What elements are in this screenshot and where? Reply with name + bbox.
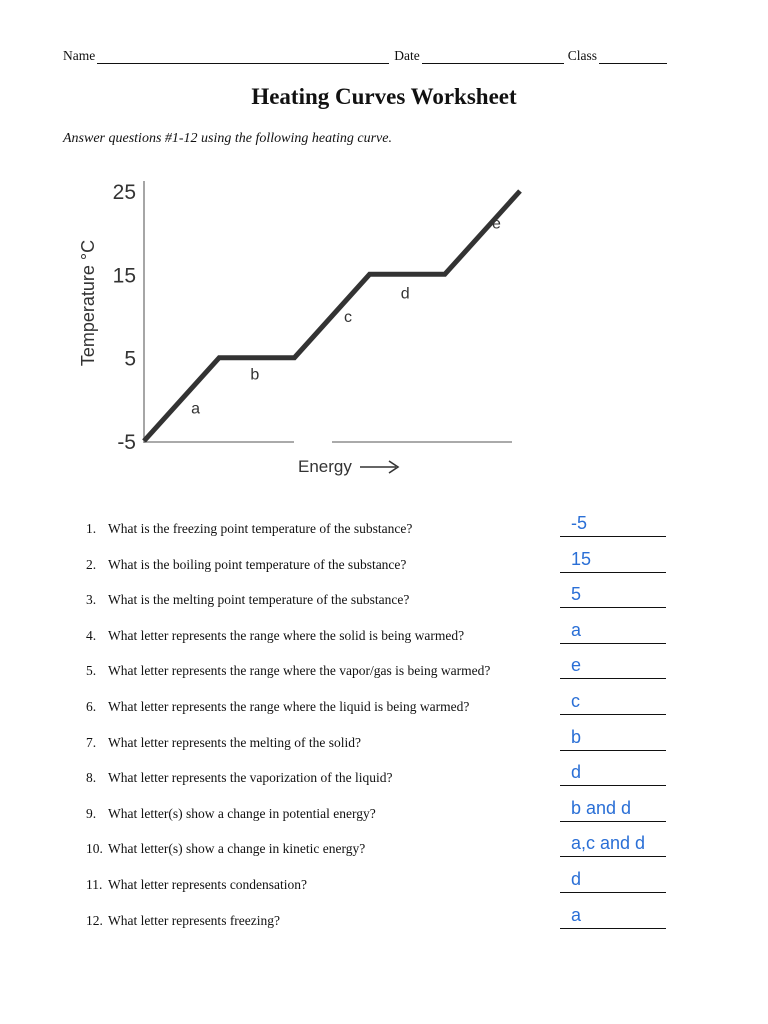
segment-label: a [191, 400, 201, 418]
question-text: What letter represents freezing? [108, 912, 281, 928]
answer-text: -5 [571, 513, 588, 533]
answer-text: b and d [571, 797, 632, 818]
question-row [86, 904, 686, 943]
question-number: 6. [86, 698, 97, 714]
class-field[interactable] [599, 50, 667, 64]
question-row [86, 548, 686, 587]
heating-curve-line [144, 191, 520, 441]
answer-blank[interactable] [560, 928, 666, 929]
question-row [86, 619, 686, 658]
y-tick-label: 15 [112, 264, 136, 288]
date-label: Date [394, 48, 420, 63]
y-axis-label: Temperature °C [78, 239, 98, 367]
answer-text: 5 [571, 584, 582, 605]
question-number: 5. [86, 663, 97, 679]
name-field[interactable] [97, 50, 389, 64]
question-row [86, 726, 686, 765]
class-label: Class [567, 48, 597, 63]
question-number: 7. [86, 734, 97, 750]
question-text: What letter(s) show a change in kinetic energy? [108, 841, 366, 857]
answer-blank[interactable] [560, 892, 666, 893]
question-row [86, 690, 686, 729]
question-number: 8. [86, 770, 97, 786]
segment-label: c [344, 309, 352, 326]
question-row [86, 835, 686, 871]
answer-blank[interactable] [560, 643, 666, 644]
date-field[interactable] [422, 50, 564, 64]
answer-text: 15 [571, 548, 592, 569]
answer-blank[interactable] [560, 572, 666, 573]
question-row [86, 868, 686, 907]
answer-text: a [571, 904, 582, 925]
answer-text: c [571, 690, 580, 711]
question-row [86, 764, 686, 800]
question-number: 2. [86, 556, 97, 572]
segment-label: d [400, 285, 410, 303]
answer-text: b [571, 726, 582, 747]
answer-blank[interactable] [560, 678, 666, 679]
question-text: What is the boiling point temperature of the substance? [108, 556, 407, 572]
question-text: What letter represents the range where the solid is being warmed? [108, 627, 465, 643]
question-row [86, 586, 686, 622]
segment-label: b [250, 366, 260, 384]
question-text: What letter(s) show a change in potential energy? [108, 805, 376, 821]
question-text: What is the freezing point temperature of the substance? [108, 521, 413, 536]
question-text: What letter represents the melting of the solid? [108, 734, 362, 750]
answer-text: a,c and d [571, 833, 646, 854]
question-text: What is the melting point temperature of the substance? [108, 592, 410, 608]
question-number: 12. [86, 912, 103, 928]
question-row [86, 657, 686, 693]
question-text: What letter represents the range where the liquid is being warmed? [108, 698, 470, 714]
question-number: 1. [86, 521, 97, 536]
name-label: Name [63, 48, 96, 63]
answer-blank[interactable] [560, 856, 666, 857]
answer-text: a [571, 619, 582, 640]
question-row [86, 797, 686, 836]
question-text: What letter represents the vaporization of the liquid? [108, 770, 393, 786]
instructions-text: Answer questions #1-12 using the following heating curve. [63, 131, 392, 146]
question-number: 4. [86, 627, 97, 643]
segment-label: e [491, 215, 501, 233]
question-number: 11. [86, 876, 103, 892]
question-row [86, 515, 686, 551]
question-number: 9. [86, 805, 97, 821]
question-text: What letter represents the range where the vapor/gas is being warmed? [108, 663, 491, 679]
answer-text: d [571, 762, 582, 783]
answer-text: d [571, 868, 582, 889]
answer-blank[interactable] [560, 536, 666, 537]
answer-blank[interactable] [560, 821, 666, 822]
y-tick-label: 5 [124, 347, 136, 371]
y-tick-label: 25 [112, 181, 136, 204]
answer-blank[interactable] [560, 607, 666, 608]
y-tick-label: -5 [117, 431, 136, 454]
student-info-header [63, 48, 703, 64]
page-title: Heating Curves Worksheet [251, 84, 517, 109]
answer-blank[interactable] [560, 714, 666, 715]
question-list [86, 515, 686, 942]
x-axis-label: Energy [298, 457, 352, 476]
answer-blank[interactable] [560, 750, 666, 751]
heating-curve-chart [60, 163, 550, 488]
answer-text: e [571, 655, 582, 676]
question-number: 10. [86, 841, 103, 857]
answer-blank[interactable] [560, 785, 666, 786]
question-number: 3. [86, 592, 97, 608]
question-text: What letter represents condensation? [108, 876, 308, 892]
